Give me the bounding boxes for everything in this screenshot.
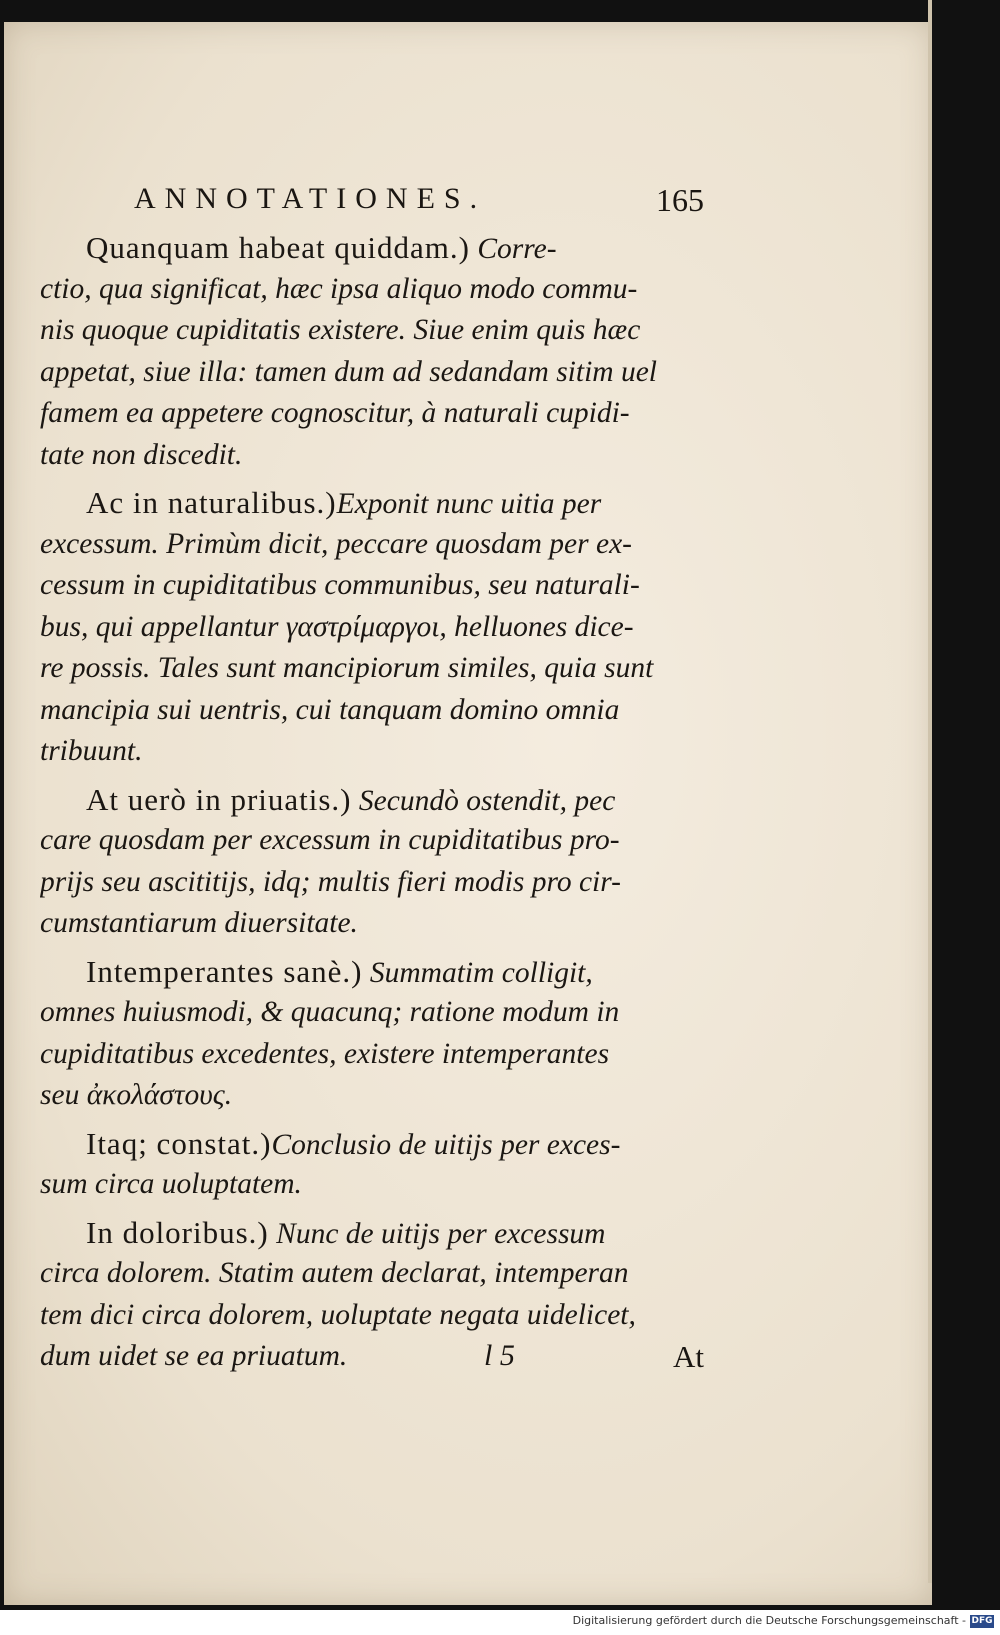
- text-line: [40, 1034, 708, 1076]
- text-line: [40, 690, 708, 732]
- text-line: [40, 435, 708, 477]
- lemma: Ac in naturalibus.): [86, 485, 337, 520]
- commentary-text: excessum. Primùm dicit, peccare quosdam per ex-: [40, 527, 633, 560]
- text-line: [40, 310, 708, 352]
- text-line: [40, 992, 708, 1034]
- commentary-text: Summatim colligit,: [362, 956, 593, 989]
- commentary-text: famem ea appetere cognoscitur, à naturali cupidi-: [40, 397, 630, 429]
- annotation-paragraph: [40, 1123, 708, 1206]
- text-line: [40, 1075, 708, 1117]
- commentary-text: care quosdam per excessum in cupiditatibus pro-: [40, 824, 620, 856]
- text-line: [40, 1123, 708, 1165]
- lemma: Quanquam habeat quiddam.): [86, 230, 470, 265]
- annotation-paragraph: [40, 779, 708, 945]
- credit-bar: [0, 1610, 1000, 1635]
- annotation-paragraph: [40, 227, 708, 476]
- annotation-paragraph: [40, 951, 708, 1117]
- commentary-text: dum uidet se ea priuatum.: [40, 1340, 348, 1372]
- commentary-text: sum circa uoluptatem.: [40, 1168, 302, 1200]
- annotation-paragraph: [40, 482, 708, 773]
- signature-mark: l 5: [484, 1339, 515, 1372]
- commentary-text: tem dici circa dolorem, uoluptate negata uidelicet,: [40, 1298, 636, 1331]
- lemma: Itaq; constat.): [86, 1125, 272, 1161]
- page-edge: [928, 0, 932, 1583]
- text-line: [40, 731, 708, 773]
- text-line: [40, 565, 708, 607]
- text-line: [40, 903, 708, 945]
- commentary-text: appetat, siue illa: tamen dum ad sedandam sitim uel: [40, 355, 657, 388]
- page-footer: [484, 1339, 704, 1383]
- lemma: In doloribus.): [86, 1214, 269, 1250]
- text-line: [40, 1164, 708, 1206]
- book-page: [4, 22, 932, 1605]
- commentary-text: Nunc de uitijs per excessum: [268, 1217, 606, 1250]
- credit-text: Digitalisierung gefördert durch die Deutsche Forschungsgemeinschaft -: [572, 1614, 966, 1627]
- catchword: At: [673, 1339, 704, 1374]
- text-body: [40, 227, 708, 1384]
- commentary-text: circa dolorem. Statim autem declarat, intemperan: [40, 1257, 629, 1289]
- text-line: [40, 482, 708, 524]
- commentary-text: tate non discedit.: [40, 438, 243, 471]
- text-line: [40, 269, 708, 311]
- commentary-text: nis quoque cupiditatis existere. Siue enim quis hæc: [40, 314, 641, 346]
- lemma: At uerò in priuatis.): [86, 781, 352, 817]
- commentary-text: omnes huiusmodi, & quacunq; ratione modum in: [40, 996, 620, 1028]
- commentary-text: seu ἀκολάστους.: [40, 1079, 233, 1111]
- page-number: 165: [656, 182, 704, 218]
- commentary-text: cessum in cupiditatibus communibus, seu naturali-: [40, 569, 640, 601]
- text-line: [40, 524, 708, 566]
- commentary-text: cumstantiarum diuersitate.: [40, 907, 358, 939]
- commentary-text: cupiditatibus excedentes, existere intemperantes: [40, 1037, 610, 1070]
- text-line: [40, 352, 708, 394]
- page-header: [134, 182, 704, 228]
- text-line: [40, 1253, 708, 1295]
- lemma: Intemperantes sanè.): [86, 953, 363, 989]
- commentary-text: bus, qui appellantur γαστρίμαργοι, helluones dice-: [40, 610, 634, 643]
- text-line: [40, 607, 708, 649]
- text-line: [40, 1295, 708, 1337]
- commentary-text: mancipia sui uentris, cui tanquam domino omnia: [40, 693, 620, 726]
- commentary-text: prijs seu ascititijs, idq; multis fieri modis pro cir-: [40, 865, 621, 898]
- text-line: [40, 820, 708, 862]
- commentary-text: Secundò ostendit, pec: [351, 784, 616, 817]
- commentary-text: ctio, qua significat, hæc ipsa aliquo modo commu-: [40, 272, 638, 305]
- text-line: [40, 1212, 708, 1254]
- commentary-text: Corre-: [469, 233, 557, 265]
- text-line: [40, 862, 708, 904]
- text-line: [40, 951, 708, 993]
- running-head: ANNOTATIONES.: [134, 182, 487, 215]
- text-line: [40, 648, 708, 690]
- commentary-text: Exponit nunc uitia per: [336, 488, 602, 520]
- commentary-text: re possis. Tales sunt mancipiorum similes, quia sunt: [40, 652, 654, 684]
- commentary-text: Conclusio de uitijs per exces-: [271, 1128, 621, 1161]
- dfg-logo: DFG: [971, 1616, 993, 1626]
- text-line: [40, 227, 708, 269]
- text-line: [40, 393, 708, 435]
- commentary-text: tribuunt.: [40, 735, 143, 767]
- text-line: [40, 779, 708, 821]
